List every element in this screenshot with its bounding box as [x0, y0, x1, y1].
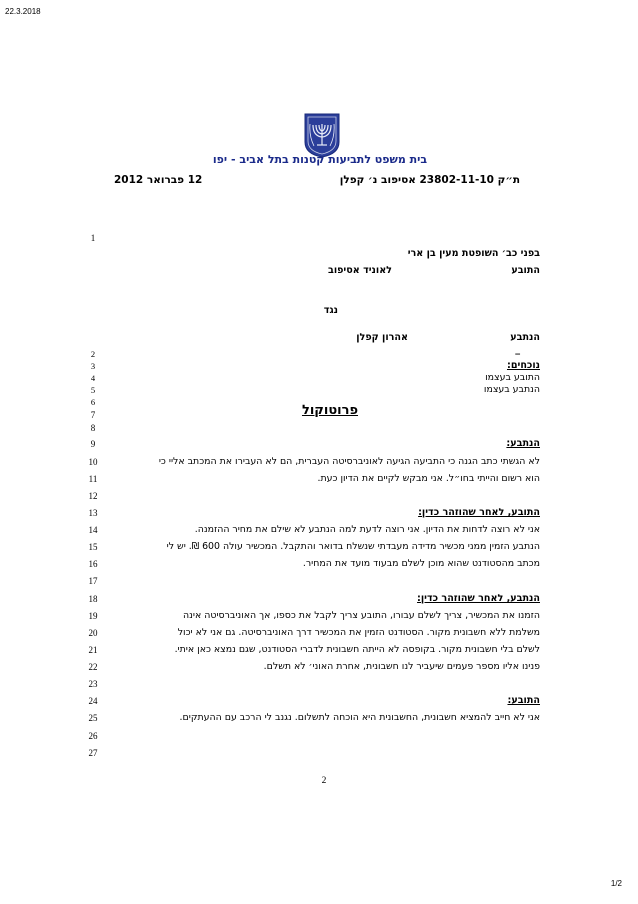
line-number: 9: [90, 439, 96, 449]
line-number: 14: [88, 525, 98, 535]
print-date: 22.3.2018: [5, 7, 41, 16]
attendance-dash: _: [515, 344, 520, 355]
attendance-heading: נוכחים:: [506, 360, 540, 371]
line-number: 2: [90, 349, 96, 359]
line-number: 27: [88, 748, 98, 758]
paragraph-line: מכתב מהסטודנט שהוא מוכן לשלם מבעוד מועד את המחיר.: [302, 558, 540, 569]
line-number: 22: [88, 662, 98, 672]
line-number: 26: [88, 731, 98, 741]
line-number: 3: [90, 361, 96, 371]
line-number: 7: [90, 410, 96, 420]
line-number: 23: [88, 679, 98, 689]
plaintiff-role: התובע: [511, 265, 540, 276]
paragraph-line: פנינו אליו מספר פעמים שיעביר לנו חשבונית, אחרת האוני׳ לא תשלם.: [263, 661, 540, 672]
plaintiff-present: התובע בעצמו: [485, 372, 540, 383]
case-date: 12 פברואר 2012: [114, 174, 203, 186]
protocol-title: פרוטוקול: [301, 403, 359, 418]
defendant-name: אהרון קפלן: [356, 332, 408, 343]
line-number: 5: [90, 385, 96, 395]
section-heading: הנתבע:: [506, 438, 540, 449]
paragraph-line: הוא רשום והייתי בחו״ל. אני מבקש לקיים את הדיון כעת.: [317, 473, 540, 484]
page-number: 2: [321, 776, 327, 786]
line-number: 10: [88, 457, 98, 467]
case-number: ת״ק 23802-11-10 אסיפוב נ׳ קפלן: [339, 174, 520, 186]
line-number: 24: [88, 696, 98, 706]
line-number: 21: [88, 645, 98, 655]
line-number: 15: [88, 542, 98, 552]
paragraph-line: הנתבע הזמין ממני מכשיר מדידה מעבדתי שנשלח בדואר והתקבל. המכשיר עולה 600 ₪. יש לי: [166, 541, 540, 552]
defendant-present: הנתבע בעצמו: [483, 384, 540, 395]
line-number: 25: [88, 713, 98, 723]
line-number: 13: [88, 508, 98, 518]
page-count: 1/2: [610, 879, 622, 888]
plaintiff-name: לאוניד אסיפוב: [327, 265, 392, 276]
section-heading: הנתבע, לאחר שהוזהר כדין:: [417, 593, 540, 604]
paragraph-line: לא הגשתי כתב הגנה כי התביעה הגיעה לאוניברסיטה העברית, הם לא העבירו את המכתב אליי כי: [158, 456, 540, 467]
section-heading: התובע, לאחר שהוזהר כדין:: [418, 507, 540, 518]
line-number: 20: [88, 628, 98, 638]
paragraph-line: הזמנו את המכשיר, צריך לשלם עבורו, התובע צריך לקבל את כספו, אך האוניברסיטה אינה: [183, 610, 540, 621]
line-number: 11: [88, 474, 98, 484]
line-number: 18: [88, 594, 98, 604]
paragraph-line: משלמת ללא חשבונית מקור. הסטודנט הזמין את המכשיר דרך האוניברסיטה. גם אני לא יכול: [177, 627, 540, 638]
paragraph-line: אני לא חייב להמציא חשבונית, החשבונית היא הוכחה לתשלום. נגנב לי הרכב עם ההעתקים.: [179, 712, 540, 723]
line-number: 17: [88, 576, 98, 586]
court-name: בית משפט לתביעות קטנות בתל אביב - יפו: [212, 153, 428, 166]
paragraph-line: אני לא רוצה לדחות את הדיון. אני רוצה לדעת למה הנתבע לא שילם את מחיר ההזמנה.: [194, 524, 540, 535]
versus-label: נגד: [323, 305, 338, 316]
line-number: 16: [88, 559, 98, 569]
line-number: 19: [88, 611, 98, 621]
state-emblem-icon: [302, 112, 342, 158]
judge-line: בפני כב׳ השופטת מעין בן ארי: [407, 248, 540, 259]
line-number: 12: [88, 491, 98, 501]
line-number: 8: [90, 423, 96, 433]
line-number: 1: [90, 233, 96, 243]
section-heading: התובע:: [507, 695, 540, 706]
line-number: 6: [90, 397, 96, 407]
line-number: 4: [90, 373, 96, 383]
defendant-role: הנתבע: [510, 332, 540, 343]
paragraph-line: לשלם בלי חשבונית מקור. בקופסה לא הייתה חשבונית לדברי הסטודנט, שגם נמצא כאן איתי.: [174, 644, 540, 655]
